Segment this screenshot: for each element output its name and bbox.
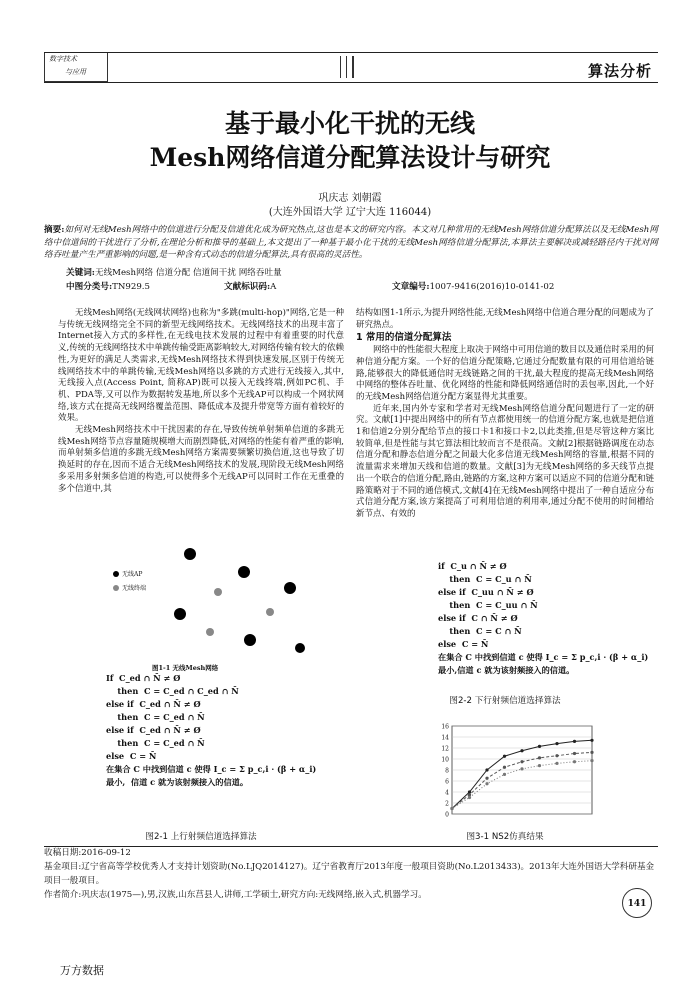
author-names: 巩庆志 刘朝霞 <box>318 193 382 204</box>
header-rule-top <box>44 52 658 53</box>
doc-code <box>224 280 276 292</box>
data-point <box>538 745 541 748</box>
section-heading-1: 1 常用的信道分配算法 <box>356 332 452 344</box>
left-column-text <box>58 308 344 495</box>
data-point <box>450 807 453 810</box>
fig-2-2-line: if C_u ∩ N̄ ≠ Ø <box>438 561 507 571</box>
y-tick-label: 6 <box>445 778 449 786</box>
data-point <box>590 751 593 754</box>
fig-2-1-line: 在集合 C 中找到信道 c 使得 I_c = Σ p_c,i · (β + α_i) <box>106 764 317 774</box>
left-paragraph-1: 无线Mesh网络(无线网状网络)也称为"多跳(multi-hop)"网络,它是一种与传统无线网络完全不同的新型无线网络技术。无线网络技术的出现丰富了Internet接入方式的多样性,在无线电技术发展的过程中有着重要的时代意义,传统的无线网络技术中单跳传输受距离影响较大,对网络传输有较大的依赖性,为更好的满足人类需求,无线Mesh网络技术得到快速发展,区别于传统无线网络技术中的单跳传输,无线Mesh网络以多跳的方式进行无线接入,其中,无线接入点(Access Point, 简称AP)既可以接入无线终端,例如PC机、手机、PDA等,又可以作为数据转发基地,所以多个无线AP可以构成一个网状网络,该方式在提高无线网络覆盖范围、降低成本及提升带宽等方面有着较好的效果。 <box>58 308 344 424</box>
journal-label-1: 数字技术 <box>49 55 77 63</box>
legend-terminal-marker <box>113 585 119 591</box>
clc-label: 中图分类号: <box>66 282 113 292</box>
data-point <box>485 768 488 771</box>
figure-1-1-caption: 图1-1 无线Mesh网络 <box>152 664 219 672</box>
received-date: 收稿日期:2016-09-12 <box>44 848 131 858</box>
section-title: 算法分析 <box>588 62 653 80</box>
y-tick-label: 0 <box>445 811 449 819</box>
data-point <box>520 760 523 763</box>
doc-label: 文献标识码: <box>224 282 271 292</box>
data-point <box>468 796 471 799</box>
fig-2-2-line: 最小,信道 c 就为该射频接入的信道。 <box>438 665 575 675</box>
fig-2-2-line: then C = C_uu ∩ N̄ <box>438 600 538 610</box>
title-line-2: Mesh网络信道分配算法设计与研究 <box>149 143 551 172</box>
y-tick-label: 8 <box>445 767 449 775</box>
keywords-label: 关键词: <box>66 268 95 278</box>
figure-2-2-caption: 图2-2 下行射频信道选择算法 <box>449 696 561 706</box>
data-point <box>555 742 558 745</box>
fund-info: 基金项目:辽宁省高等学校优秀人才支持计划资助(No.LJQ2014127)。辽宁省教育厅2013年度一般项目资助(No.L2013433)。2013年大连外国语大学科研基金项目一般项目。 <box>44 862 655 886</box>
right-paragraph-0: 结构如图1-1所示,为提升网络性能,无线Mesh网络中信道合理分配的问题成为了研究热点。 <box>356 308 654 330</box>
data-point <box>468 790 471 793</box>
fig-2-2-line: then C = C ∩ N̄ <box>438 626 522 636</box>
y-tick-label: 16 <box>441 723 449 731</box>
data-point <box>520 767 523 770</box>
y-tick-label: 2 <box>445 800 449 808</box>
figure-2-2-pseudocode <box>438 560 658 677</box>
data-point <box>573 760 576 763</box>
fig-2-1-line: If C_ed ∩ N̄ ≠ Ø <box>106 673 181 683</box>
author-bio: 作者简介:巩庆志(1975—),男,汉族,山东莒县人,讲师,工学硕士,研究方向:无线网络,嵌入式,机器学习。 <box>44 890 427 900</box>
article-label: 文章编号: <box>392 282 430 292</box>
right-paragraph-2: 近年来,国内外专家和学者对无线Mesh网络信道分配问题进行了一定的研究。文献[1]中提出网络中的所有节点都使用统一的信道分配方案,也就是把信道1和信道2分别分配给节点的接口卡1和接口卡2,以此类推,但是尽管这种方案比较简单,但是性能与其它算法相比较而言不是很高。文献[2]根据链路调度在动态信道分配和静态信道分配之间最大化多信道无线Mesh网络的容量,根据不同的流量需求来增加天线和信道的数量。文献[3]为无线Mesh网络的多天线节点提出一个联合的信道分配,路由,链路的方案,这种方案可以适应不同的信道分配和链路策略对于不同的通信模式,文献[4]在无线Mesh网络中提出了一种自适应分布式信道分配方案,该方案提高了可利用信道的利用率,通过分配不使用的时间槽给新节点、有效的 <box>356 403 654 519</box>
fig-2-1-line: 最小, 信道 c 就为该射频接入的信道。 <box>106 777 249 787</box>
ap-node <box>295 643 305 653</box>
header-rule-bottom <box>44 82 658 83</box>
figure-3-1-caption: 图3-1 NS2仿真结果 <box>466 832 544 842</box>
legend-ap-marker <box>113 571 119 577</box>
article-value: 1007-9416(2016)10-0141-02 <box>429 282 555 292</box>
footnotes <box>44 846 658 902</box>
left-paragraph-2: 无线Mesh网络技术中干扰因素的存在,导致传统单射频单信道的多跳无线Mesh网络节点容量随规模增大而剧烈降低,对网络的性能有着严重的影响,而单射频多信道的多跳无线Mesh网络方案需要频繁切换信道,这也导致了切换延时的存在,因而不适合无线Mesh网络技术的发展,现阶段无线Mesh网络多采用多射频多信道的构造,可以使得多个无线AP可以同时工作在无重叠的多个信道中,其 <box>58 425 344 494</box>
data-point <box>485 782 488 785</box>
data-point <box>520 749 523 752</box>
watermark: 万方数据 <box>60 964 104 977</box>
ns2-chart-svg <box>430 720 600 824</box>
data-point <box>485 777 488 780</box>
y-tick-label: 10 <box>441 756 449 764</box>
fig-2-2-line: 在集合 C 中找到信道 c 使得 I_c = Σ p_c,i · (β + α_i) <box>438 652 649 662</box>
data-point <box>573 740 576 743</box>
network-diagram <box>110 548 346 660</box>
terminal-node <box>266 608 274 616</box>
article-number <box>392 280 554 292</box>
clc-number <box>66 280 150 292</box>
fig-2-1-line: else C = N̄ <box>106 751 157 761</box>
fig-2-2-line: else if C ∩ N̄ ≠ Ø <box>438 613 518 623</box>
y-tick-label: 4 <box>445 789 449 797</box>
data-point <box>573 752 576 755</box>
keywords-text: 无线Mesh网络 信道分配 信道间干扰 网络吞吐量 <box>94 268 282 278</box>
y-tick-label: 14 <box>441 734 449 742</box>
data-point <box>590 759 593 762</box>
figure-2-1-pseudocode <box>106 672 336 789</box>
figure-1-1 <box>110 548 346 660</box>
ap-node <box>184 548 196 560</box>
ap-node <box>284 582 296 594</box>
doc-value: A <box>270 282 277 292</box>
ap-node <box>238 566 250 578</box>
data-point <box>590 739 593 742</box>
right-column-text <box>356 308 654 521</box>
title-line-1: 基于最小化干扰的无线 <box>224 109 475 138</box>
page-number: 141 <box>627 899 647 909</box>
terminal-node <box>206 628 214 636</box>
legend-ap: 无线AP <box>122 571 143 578</box>
fig-2-1-line: then C = C_ed ∩ N̄ <box>106 712 205 722</box>
data-point <box>468 793 471 796</box>
author-affiliation: (大连外国语大学 辽宁大连 116044) <box>268 207 432 218</box>
ap-node <box>174 608 186 620</box>
fig-2-1-line: else if C_ed ∩ N̄ ≠ Ø <box>106 725 201 735</box>
keywords <box>66 266 282 278</box>
fig-2-2-line: else C = N̄ <box>438 639 489 649</box>
journal-label-2: 与应用 <box>65 68 86 76</box>
fig-2-2-line: then C = C_u ∩ N̄ <box>438 574 532 584</box>
clc-value: TN929.5 <box>112 282 151 292</box>
figure-3-1-chart <box>430 720 600 824</box>
data-point <box>503 755 506 758</box>
abstract-text: 如何对无线Mesh网络中的信道进行分配及信道优化成为研究热点,这也是本文的研究内容。本文对几种常用的无线Mesh网络信道分配算法以及无线Mesh网络中信道间的干扰进行了分析,在理论分析和推导的基础上,本文提出了一种基于最小化干扰的无线Mesh网络信道分配算法,本算法主要解决或减轻路径内干扰对网络吞吐量产生严重影响的问题,是一种含有式动态的信道分配算法,具有很高的灵活性。 <box>44 225 658 260</box>
data-point <box>503 766 506 769</box>
abstract-label: 摘要: <box>44 225 65 235</box>
fig-2-1-line: else if C_ed ∩ N̄ ≠ Ø <box>106 699 201 709</box>
terminal-node <box>214 588 222 596</box>
legend-terminal: 无线终端 <box>122 585 147 592</box>
data-point <box>538 764 541 767</box>
page-number-badge <box>622 888 652 918</box>
ap-node <box>244 634 256 646</box>
y-tick-label: 12 <box>441 745 449 753</box>
abstract <box>44 224 658 262</box>
journal-logo-box <box>44 52 108 82</box>
fig-2-1-line: then C = C_ed ∩ C_ed ∩ N̄ <box>106 686 239 696</box>
right-paragraph-1: 网络中的性能很大程度上取决于网络中可用信道的数目以及通信时采用的何种信道分配方案。一个好的信道分配策略,它通过分配数量有限的可用信道给链路,能够很大的降低通信时无线链路之间的干扰,最大程度的提高无线Mesh网络中网络的整体吞吐量、优化网络的性能和降低网络通信时的丢包率,因此,一个好的无线Mesh网络信道分配方案显得尤其重要。 <box>356 345 654 402</box>
data-point <box>555 762 558 765</box>
figure-2-1-caption: 图2-1 上行射频信道选择算法 <box>145 832 257 842</box>
data-point <box>555 754 558 757</box>
fig-2-2-line: else if C_uu ∩ N̄ ≠ Ø <box>438 587 534 597</box>
data-point <box>503 773 506 776</box>
data-point <box>538 756 541 759</box>
fig-2-1-line: then C = C_ed ∩ N̄ <box>106 738 205 748</box>
